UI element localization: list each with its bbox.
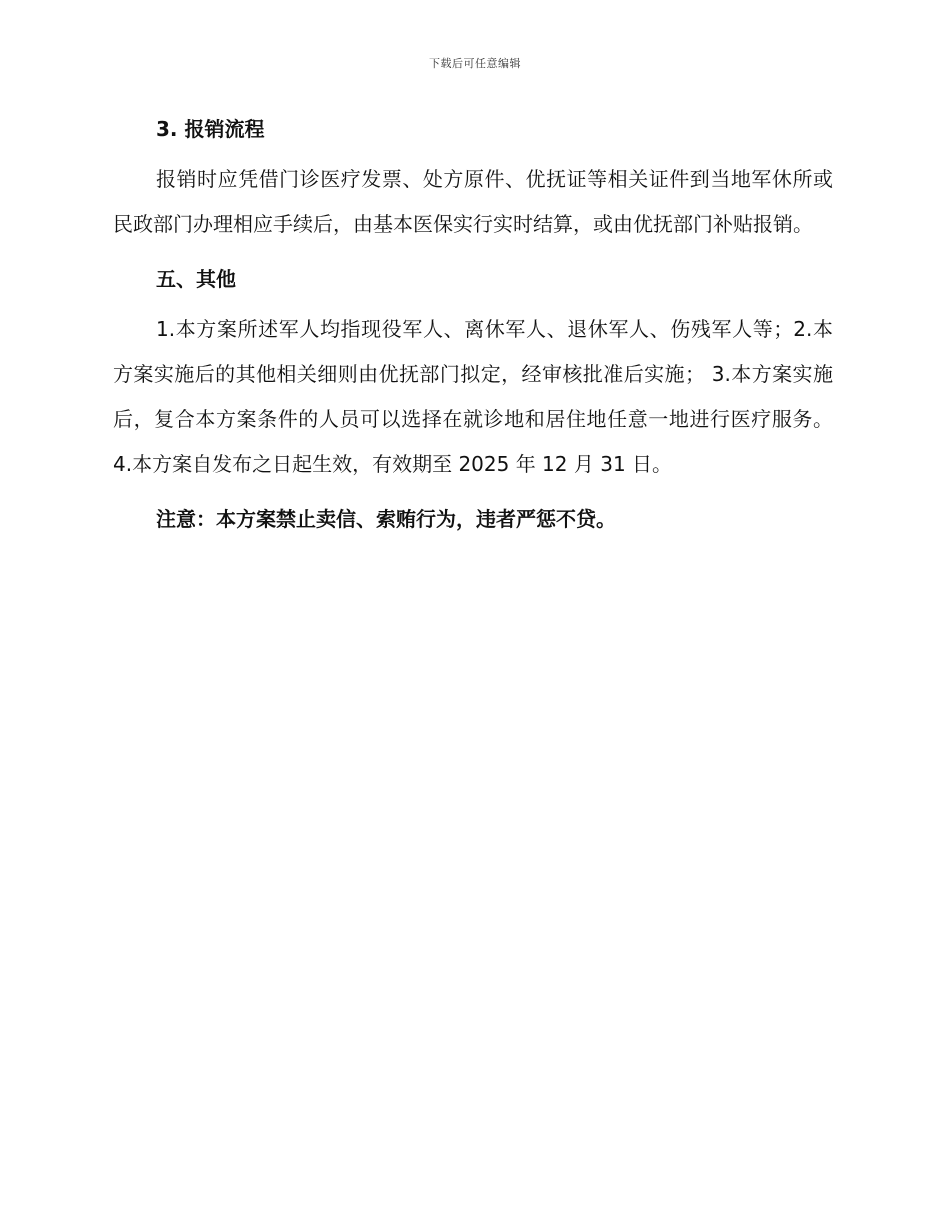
notice-text: 注意：本方案禁止卖信、索贿行为，违者严惩不贷。 xyxy=(156,507,616,531)
section-3-heading: 3. 报销流程 xyxy=(156,117,265,141)
section-3-paragraph: 报销时应凭借门诊医疗发票、处方原件、优抚证等相关证件到当地军休所或民政部门办理相应手续后，由基本医保实行实时结算，或由优抚部门补贴报销。 xyxy=(113,167,833,236)
section-5-paragraph: 1.本方案所述军人均指现役军人、离休军人、退休军人、伤残军人等；2.本方案实施后的其他相关细则由优抚部门拟定，经审核批准后实施； 3.本方案实施后，复合本方案条件的人员可以选择在就诊地和居住地任意一地进行医疗服务。 4.本方案自发布之日起生效，有效期至 2025 年 12 月 31 日。 xyxy=(113,317,833,476)
document-body xyxy=(113,112,833,536)
page-header: 下载后可任意编辑 xyxy=(429,57,521,70)
section-5-heading: 五、其他 xyxy=(156,267,236,291)
